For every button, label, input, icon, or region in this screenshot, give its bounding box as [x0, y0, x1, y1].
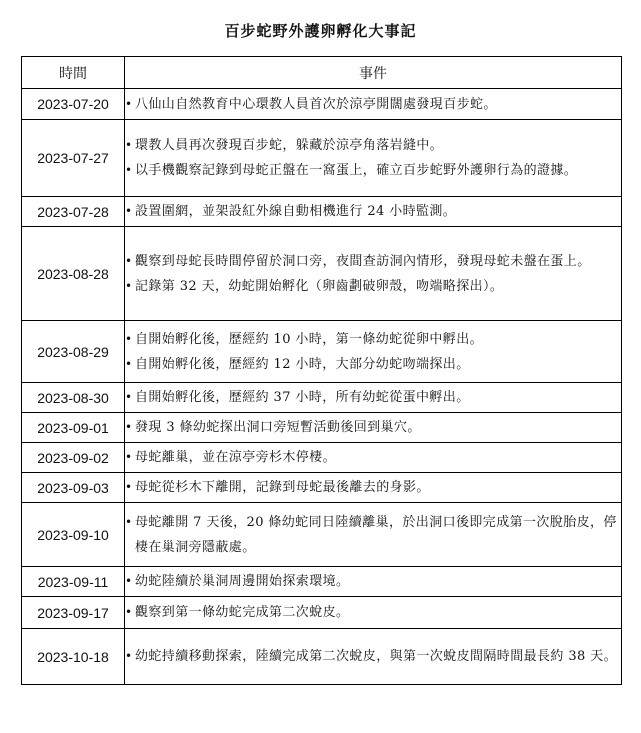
- event-item: • 自開始孵化後，歷經約 10 小時，第一條幼蛇從卵中孵出。: [125, 327, 621, 352]
- date-cell: 2023-10-18: [22, 629, 125, 685]
- event-list: [125, 92, 621, 117]
- date-cell: 2023-09-03: [22, 473, 125, 503]
- date-cell: 2023-07-28: [22, 197, 125, 227]
- table-row: [22, 383, 622, 413]
- event-list: [125, 510, 621, 560]
- event-list: [125, 569, 621, 594]
- table-body: [22, 89, 622, 685]
- event-cell: [125, 120, 622, 197]
- event-cell: [125, 227, 622, 321]
- table-row: [22, 227, 622, 321]
- date-cell: 2023-08-28: [22, 227, 125, 321]
- event-item: • 設置圍網，並架設紅外線自動相機進行 24 小時監測。: [125, 199, 621, 224]
- table-row: [22, 413, 622, 443]
- event-item: • 自開始孵化後，歷經約 12 小時，大部分幼蛇吻端探出。: [125, 352, 621, 377]
- event-list: [125, 415, 621, 440]
- event-item: • 記錄第 32 天，幼蛇開始孵化（卵齒劃破卵殼，吻端略探出）。: [125, 274, 621, 299]
- date-cell: 2023-09-02: [22, 443, 125, 473]
- event-cell: [125, 413, 622, 443]
- event-timeline-table: [21, 56, 622, 685]
- event-item: • 幼蛇持續移動探索，陸續完成第二次蛻皮，與第一次蛻皮間隔時間最長約 38 天。: [125, 644, 621, 669]
- event-item: • 觀察到第一條幼蛇完成第二次蛻皮。: [125, 600, 621, 625]
- date-cell: 2023-08-29: [22, 321, 125, 383]
- event-item: • 觀察到母蛇長時間停留於洞口旁，夜間查訪洞內情形，發現母蛇未盤在蛋上。: [125, 249, 621, 274]
- event-cell: [125, 89, 622, 120]
- event-list: [125, 475, 621, 500]
- event-item: • 環教人員再次發現百步蛇，躲藏於涼亭角落岩縫中。: [125, 133, 621, 158]
- event-list: [125, 600, 621, 625]
- event-item: • 母蛇離開 7 天後，20 條幼蛇同日陸續離巢，於出洞口後即完成第一次脫胎皮，停棲在巢洞旁隱蔽處。: [125, 510, 621, 560]
- event-cell: [125, 629, 622, 685]
- table-row: [22, 597, 622, 629]
- event-cell: [125, 567, 622, 597]
- date-column-header: 時間: [22, 57, 125, 89]
- event-cell: [125, 503, 622, 567]
- event-item: • 母蛇離巢，並在涼亭旁杉木停棲。: [125, 445, 621, 470]
- date-cell: 2023-09-01: [22, 413, 125, 443]
- date-cell: 2023-09-17: [22, 597, 125, 629]
- event-cell: [125, 473, 622, 503]
- event-cell: [125, 597, 622, 629]
- event-column-header: 事件: [125, 57, 622, 89]
- table-row: [22, 120, 622, 197]
- date-cell: 2023-09-11: [22, 567, 125, 597]
- event-cell: [125, 197, 622, 227]
- table-row: [22, 473, 622, 503]
- event-cell: [125, 321, 622, 383]
- table-row: [22, 503, 622, 567]
- table-row: [22, 89, 622, 120]
- event-item: • 以手機觀察記錄到母蛇正盤在一窩蛋上，確立百步蛇野外護卵行為的證據。: [125, 158, 621, 183]
- table-row: [22, 321, 622, 383]
- event-item: • 發現 3 條幼蛇探出洞口旁短暫活動後回到巢穴。: [125, 415, 621, 440]
- date-cell: 2023-09-10: [22, 503, 125, 567]
- event-item: • 母蛇從杉木下離開，記錄到母蛇最後離去的身影。: [125, 475, 621, 500]
- event-list: [125, 199, 621, 224]
- header-row: [22, 57, 622, 89]
- event-list: [125, 385, 621, 410]
- date-cell: 2023-07-27: [22, 120, 125, 197]
- event-cell: [125, 443, 622, 473]
- event-list: [125, 327, 621, 377]
- event-item: • 八仙山自然教育中心環教人員首次於涼亭開闊處發現百步蛇。: [125, 92, 621, 117]
- table-row: [22, 443, 622, 473]
- document-title: 百步蛇野外護卵孵化大事記: [224, 22, 417, 40]
- table-row: [22, 567, 622, 597]
- event-list: [125, 644, 621, 669]
- table-row: [22, 629, 622, 685]
- event-cell: [125, 383, 622, 413]
- event-list: [125, 445, 621, 470]
- event-item: • 幼蛇陸續於巢洞周邊開始探索環境。: [125, 569, 621, 594]
- event-list: [125, 133, 621, 183]
- event-item: • 自開始孵化後，歷經約 37 小時，所有幼蛇從蛋中孵出。: [125, 385, 621, 410]
- date-cell: 2023-08-30: [22, 383, 125, 413]
- table-header: [22, 57, 622, 89]
- table-row: [22, 197, 622, 227]
- event-list: [125, 249, 621, 299]
- date-cell: 2023-07-20: [22, 89, 125, 120]
